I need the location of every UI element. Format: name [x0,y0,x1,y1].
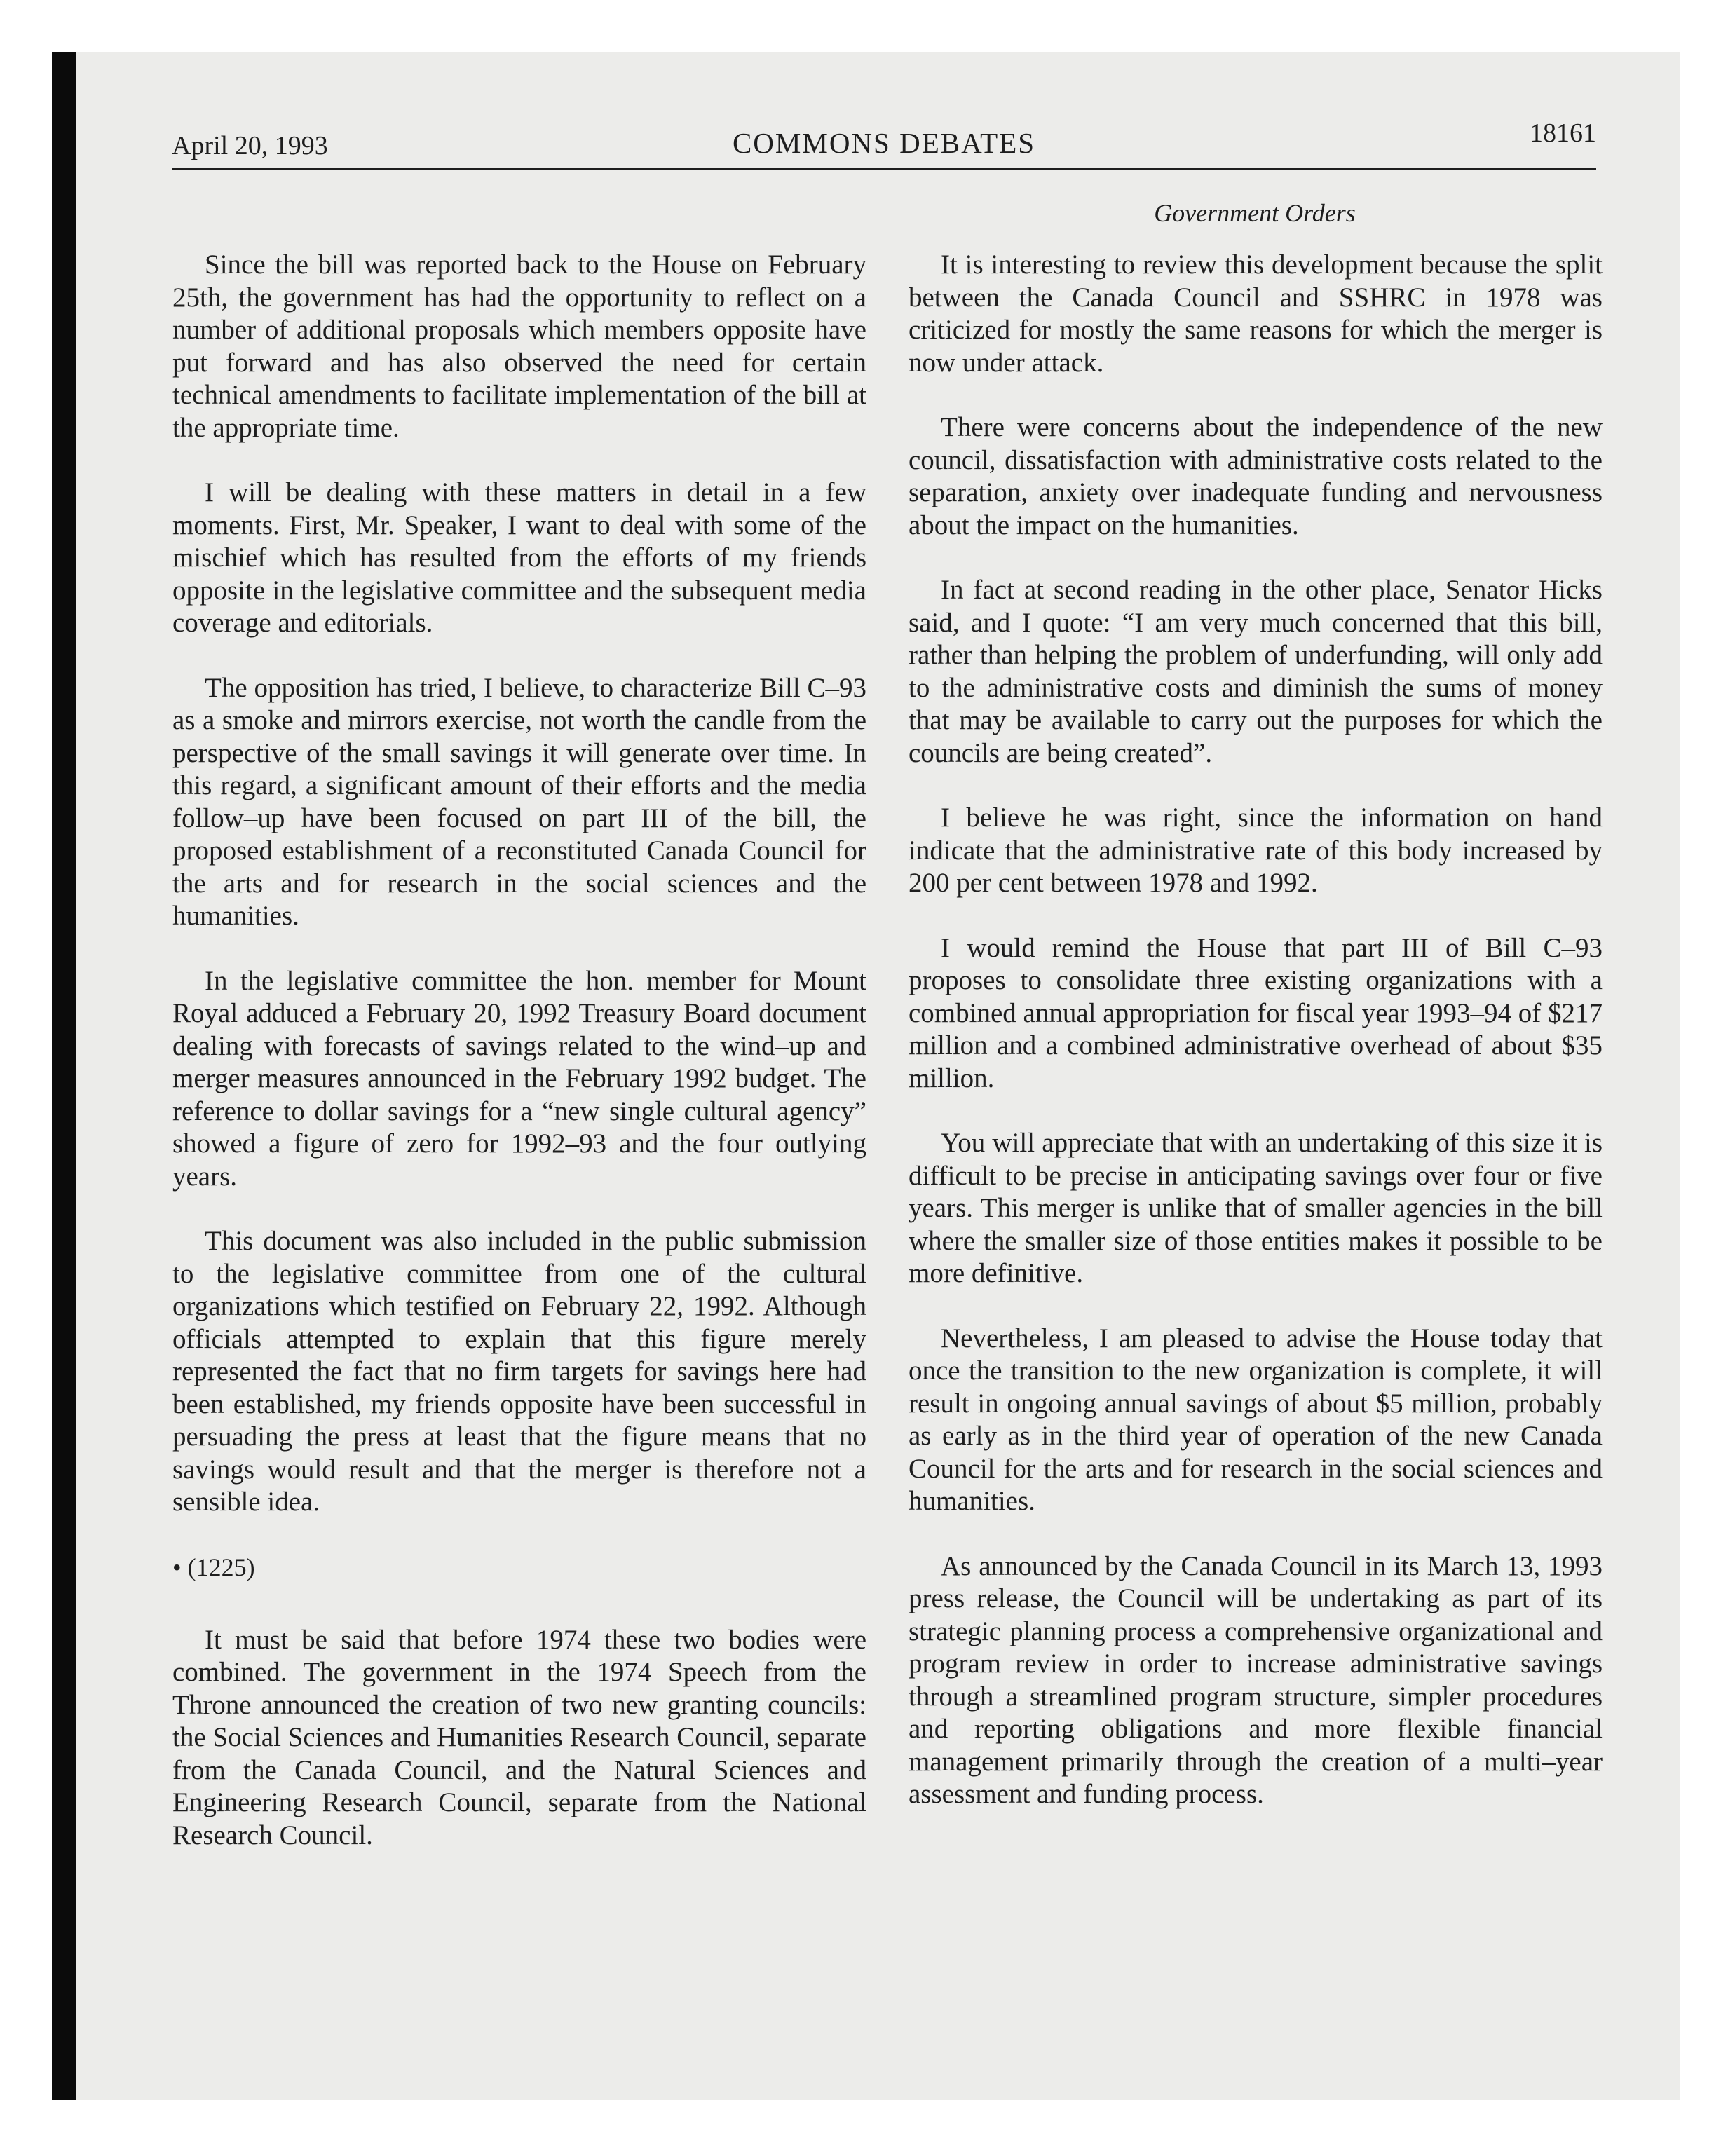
paragraph: In fact at second reading in the other place, Senator Hicks said, and I quote: “I am very much concerned that this bill, rather than helping the problem of underfunding, will only add to the administrative costs and diminish the sums of money that may be available to carry out the purposes for which the councils are being created”. [909,575,1603,768]
right-column [909,249,1603,1843]
paragraph: It is interesting to review this development because the split between the Canada Council and SSHRC in 1978 was criticized for mostly the same reasons for which the merger is now under attack. [909,250,1603,378]
paragraph: You will appreciate that with an undertaking of this size it is difficult to be precise in anticipating savings over four or five years. This merger is unlike that of smaller agencies in the bill where the smaller size of those entities makes it possible to be more definitive. [909,1128,1603,1288]
paragraph: In the legislative committee the hon. member for Mount Royal adduced a February 20, 1992 Treasury Board document dealing with forecasts of savings related to the wind–up and merger measures announced in the February 1992 budget. The reference to dollar savings for a “new single cultural agency” showed a figure of zero for 1992–93 and the four outlying years. [172,965,866,1192]
paragraph: Nevertheless, I am pleased to advise the House today that once the transition to the new organization is complete, it will result in ongoing annual savings of about $5 million, probably as early as in the third year of operation of the new Canada Council for the arts and for research in the social sciences and humanities. [909,1323,1603,1516]
paragraph: It must be said that before 1974 these two bodies were combined. The government in the 1974 Speech from the Throne announced the creation of two new granting councils: the Social Sciences and Humanities Research Council, separate from the Canada Council, and the Natural Sciences and Engineering Research Council, separate from the National Research Council. [172,1624,866,1850]
paragraph: Since the bill was reported back to the House on February 25th, the government has had the opportunity to reflect on a number of additional proposals which members opposite have put forward and has also observed the need for certain technical amendments to facilitate implementation of the bill at the appropriate time. [172,250,866,443]
header-title: COMMONS DEBATES [732,127,1036,159]
page-number: 18161 [1530,118,1596,148]
paragraph: I believe he was right, since the information on hand indicate that the administrative rate of this body increased by 200 per cent between 1978 and 1992. [909,803,1603,898]
paragraph: This document was also included in the public submission to the legislative committee from one of the cultural organizations which testified on February 22, 1992. Although officials attempted to explain that this figure merely represented the fact that no firm targets for savings here had been established, my friends opposite have been successful in persuading the press at least that the figure means that no savings would result and that the merger is therefore not a sensible idea. [172,1226,866,1517]
paragraph: I will be dealing with these matters in detail in a few moments. First, Mr. Speaker, I want to deal with some of the mischief which has resulted from the efforts of my friends opposite in the legislative committee and the subsequent media coverage and editorials. [172,477,866,638]
left-column [172,249,866,1884]
header-date: April 20, 1993 [172,131,328,161]
section-label: Government Orders [1154,199,1356,227]
header-rule [172,168,1596,170]
page-header [172,118,1596,167]
paragraph: As announced by the Canada Council in its March 13, 1993 press release, the Council will be undertaking as part of its strategic planning process a comprehensive organizational and program review in order to increase administrative savings through a streamlined program structure, simpler procedures and reporting obligations and more flexible financial management primarily through the creation of a multi–year assessment and funding process. [909,1550,1603,1809]
paragraph: I would remind the House that part III of Bill C–93 proposes to consolidate three existing organizations with a combined annual appropriation for fiscal year 1993–94 of $217 million and a combined administrative overhead of about $35 million. [909,932,1603,1093]
paragraph: There were concerns about the independence of the new council, dissatisfaction with administrative costs related to the separation, anxiety over inadequate funding and nervousness about the impact on the humanities. [909,412,1603,540]
timestamp: • (1225) [172,1553,255,1581]
scan-border [52,52,76,2100]
paragraph: The opposition has tried, I believe, to characterize Bill C–93 as a smoke and mirrors exercise, not worth the candle from the perspective of the small savings it will generate over time. In this regard, a significant amount of their efforts and the media follow–up have been focused on part III of the bill, the proposed establishment of a reconstituted Canada Council for the arts and for research in the social sciences and the humanities. [172,672,866,931]
